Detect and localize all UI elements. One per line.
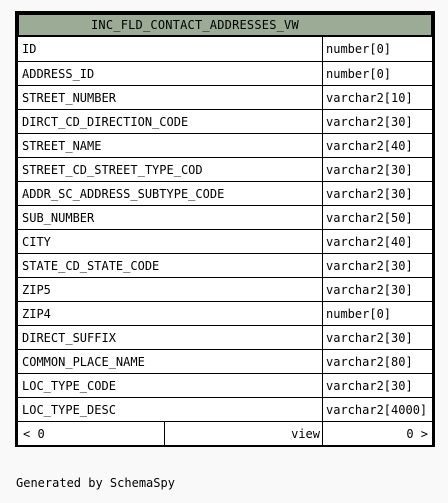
column-type: varchar2[30] <box>323 254 433 277</box>
column-name: ZIP5 <box>17 278 323 301</box>
column-name: CITY <box>17 230 323 253</box>
column-type: varchar2[30] <box>323 278 433 301</box>
column-type: number[0] <box>323 37 433 61</box>
column-name: COMMON_PLACE_NAME <box>17 350 323 373</box>
parents-count: < 0 <box>17 422 165 445</box>
table-row <box>17 325 433 349</box>
column-name: STATE_CD_STATE_CODE <box>17 254 323 277</box>
column-name: ID <box>17 37 323 61</box>
table-node <box>15 11 435 447</box>
column-type: varchar2[30] <box>323 374 433 397</box>
column-list <box>17 37 433 421</box>
table-row <box>17 181 433 205</box>
table-name: INC_FLD_CONTACT_ADDRESSES_VW <box>91 18 299 32</box>
column-type: varchar2[30] <box>323 326 433 349</box>
column-name: DIRECT_SUFFIX <box>17 326 323 349</box>
table-row <box>17 349 433 373</box>
table-row <box>17 397 433 421</box>
column-type: varchar2[30] <box>323 110 433 133</box>
column-type: varchar2[50] <box>323 206 433 229</box>
column-type: number[0] <box>323 62 433 85</box>
column-name: SUB_NUMBER <box>17 206 323 229</box>
column-name: LOC_TYPE_CODE <box>17 374 323 397</box>
column-type: varchar2[80] <box>323 350 433 373</box>
table-row <box>17 229 433 253</box>
table-row <box>17 61 433 85</box>
column-name: ZIP4 <box>17 302 323 325</box>
table-row <box>17 85 433 109</box>
column-type: varchar2[40] <box>323 230 433 253</box>
children-count: 0 > <box>323 422 433 445</box>
column-type: varchar2[10] <box>323 86 433 109</box>
generated-by-text: Generated by SchemaSpy <box>16 476 175 490</box>
column-type: varchar2[4000] <box>323 398 433 421</box>
table-row <box>17 373 433 397</box>
table-row <box>17 157 433 181</box>
table-row <box>17 133 433 157</box>
table-row <box>17 37 433 61</box>
column-type: varchar2[30] <box>323 182 433 205</box>
table-row <box>17 253 433 277</box>
table-footer <box>17 421 433 445</box>
column-type: varchar2[40] <box>323 134 433 157</box>
table-row <box>17 109 433 133</box>
table-row <box>17 205 433 229</box>
table-inner <box>16 12 434 446</box>
table-kind: view <box>165 422 323 445</box>
column-name: STREET_NAME <box>17 134 323 157</box>
table-row <box>17 301 433 325</box>
column-name: ADDRESS_ID <box>17 62 323 85</box>
column-name: ADDR_SC_ADDRESS_SUBTYPE_CODE <box>17 182 323 205</box>
table-header <box>17 13 433 37</box>
column-name: DIRCT_CD_DIRECTION_CODE <box>17 110 323 133</box>
column-name: LOC_TYPE_DESC <box>17 398 323 421</box>
column-name: STREET_CD_STREET_TYPE_COD <box>17 158 323 181</box>
column-type: number[0] <box>323 302 433 325</box>
column-type: varchar2[30] <box>323 158 433 181</box>
table-row <box>17 277 433 301</box>
column-name: STREET_NUMBER <box>17 86 323 109</box>
